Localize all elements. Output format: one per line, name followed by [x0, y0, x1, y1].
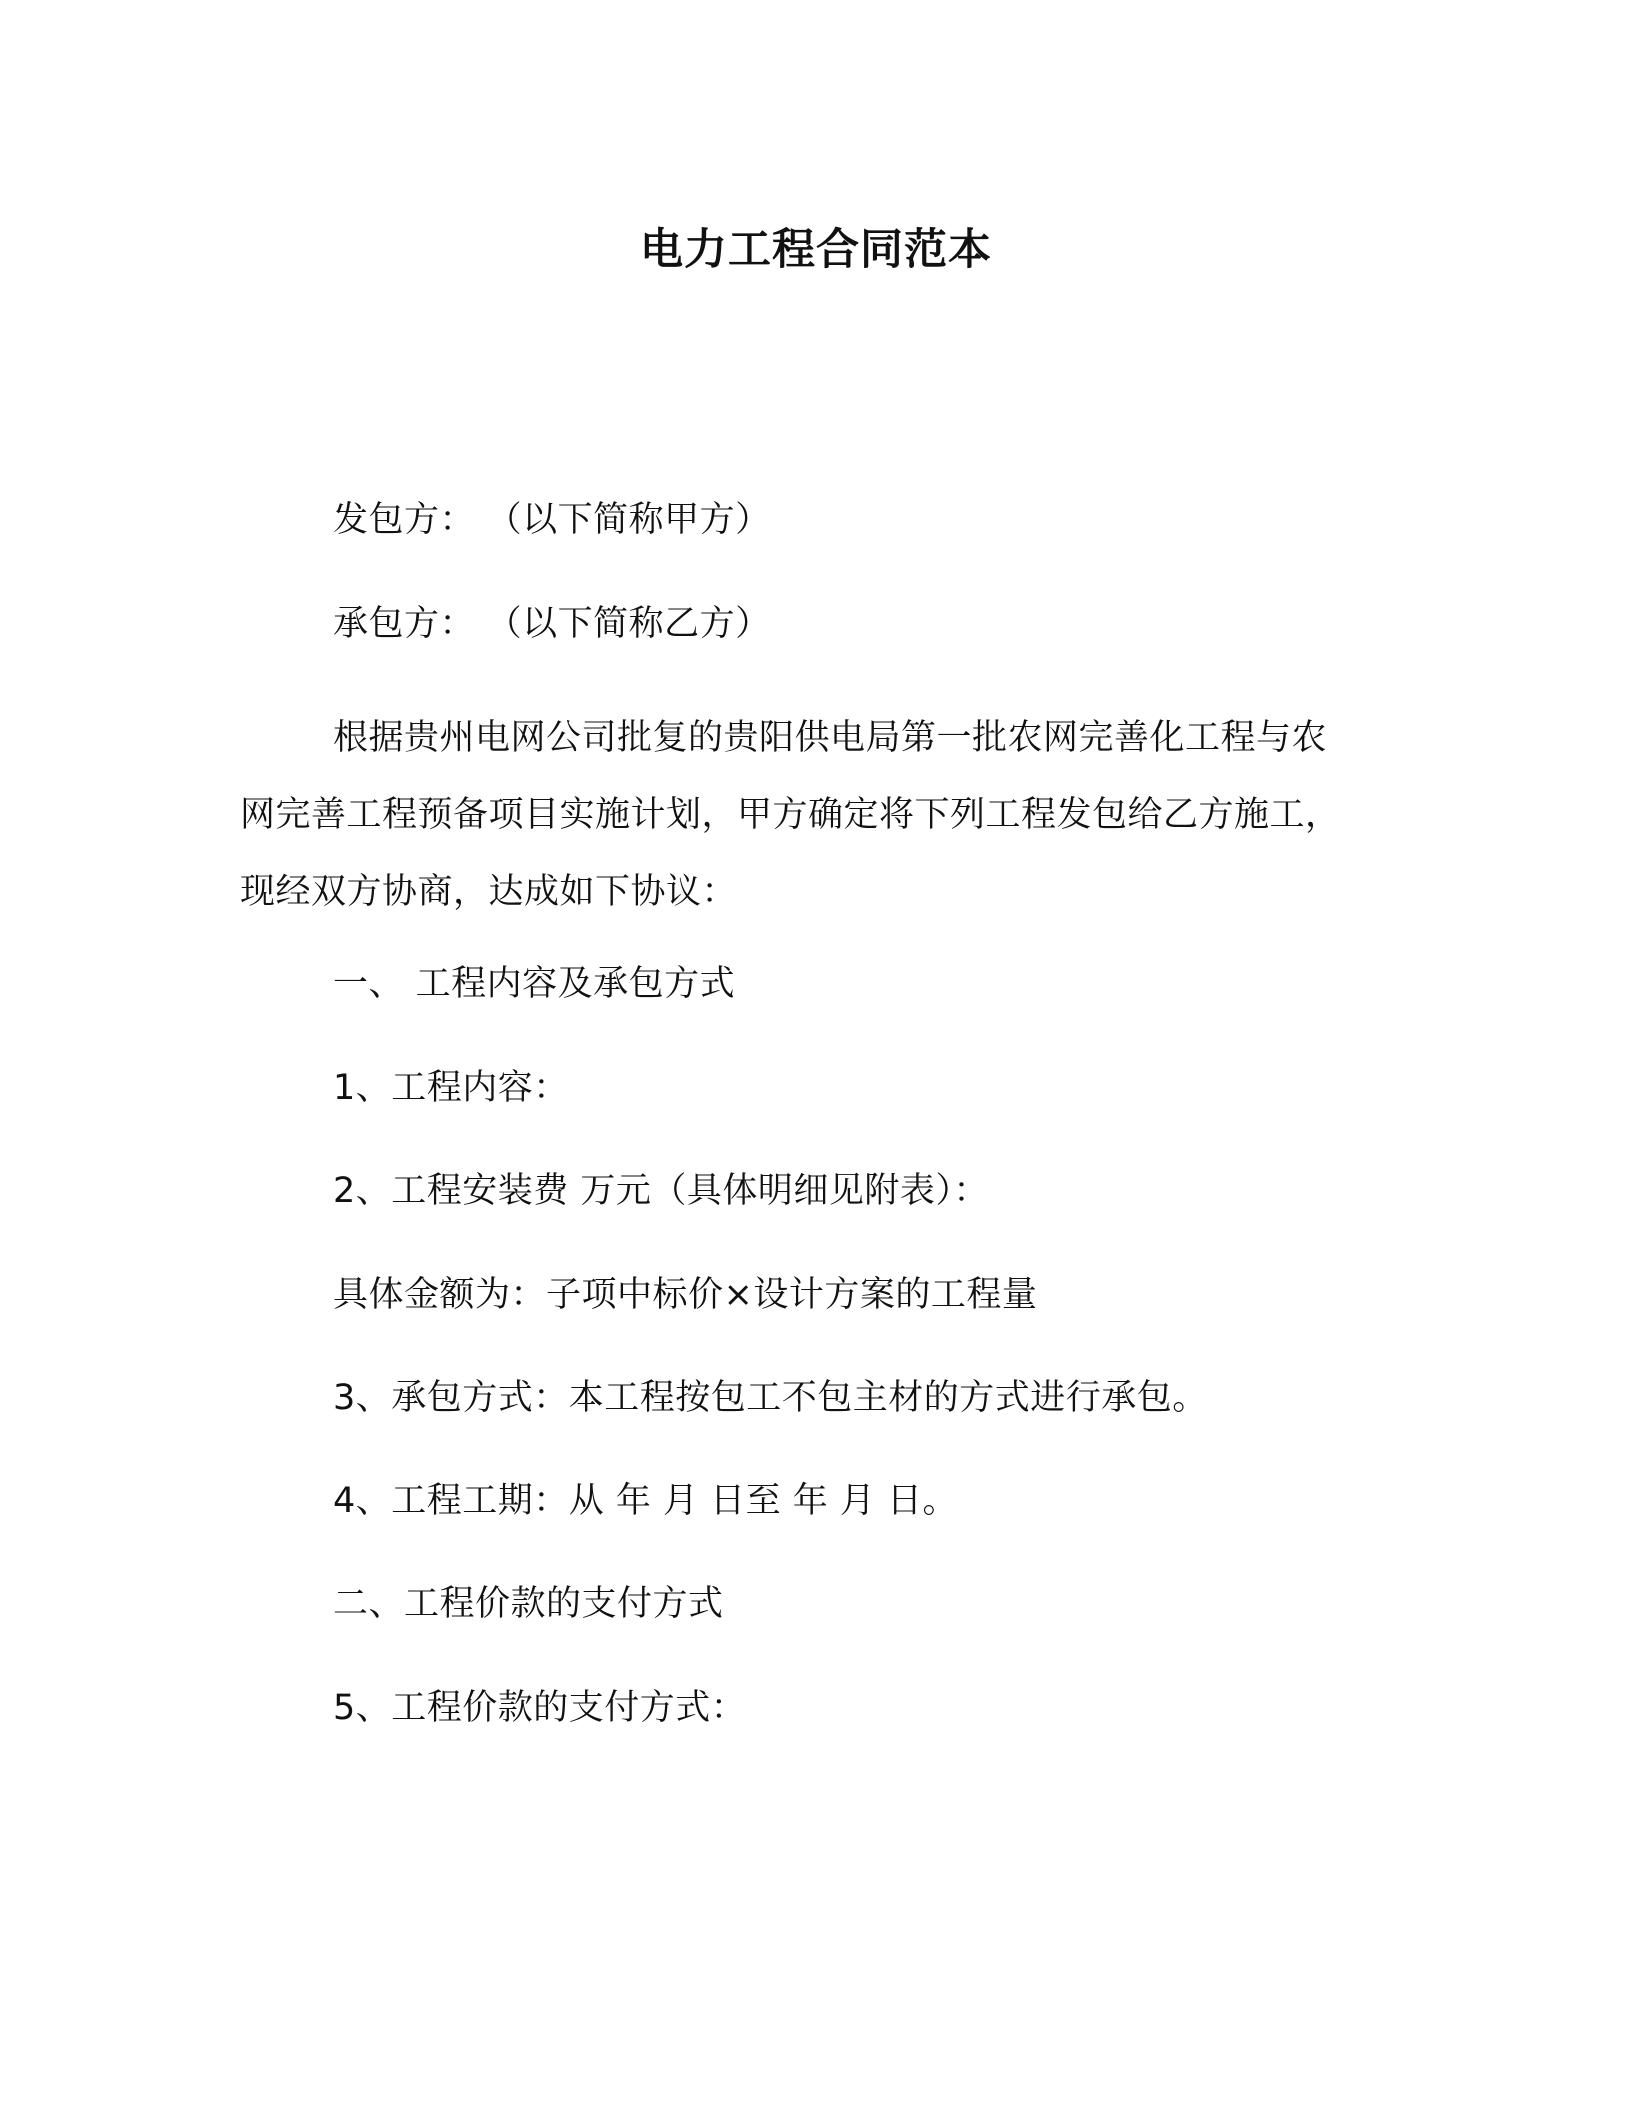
party-b-line: 承包方： （以下简称乙方） [333, 604, 771, 644]
item-3-contract-method: 3、承包方式：本工程按包工不包主材的方式进行承包。 [333, 1378, 1208, 1418]
intro-line-3: 现经双方协商，达成如下协议： [240, 872, 738, 912]
document-title: 电力工程合同范本 [640, 225, 992, 275]
section-1-heading: 一、 工程内容及承包方式 [333, 964, 736, 1004]
item-1-work-content: 1、工程内容： [333, 1068, 569, 1108]
intro-line-2: 网完善工程预备项目实施计划，甲方确定将下列工程发包给乙方施工， [240, 795, 1341, 835]
item-2-installation-fee: 2、工程安装费 万元（具体明细见附表）： [333, 1171, 989, 1211]
section-2-heading: 二、工程价款的支付方式 [333, 1584, 724, 1624]
amount-note: 具体金额为：子项中标价×设计方案的工程量 [333, 1275, 1038, 1315]
item-5-payment-method: 5、工程价款的支付方式： [333, 1688, 747, 1728]
intro-line-1: 根据贵州电网公司批复的贵阳供电局第一批农网完善化工程与农 [333, 718, 1328, 758]
party-a-line: 发包方： （以下简称甲方） [333, 500, 771, 540]
item-4-construction-period: 4、工程工期：从 年 月 日至 年 月 日。 [333, 1481, 959, 1521]
intro-paragraph [240, 700, 1380, 931]
